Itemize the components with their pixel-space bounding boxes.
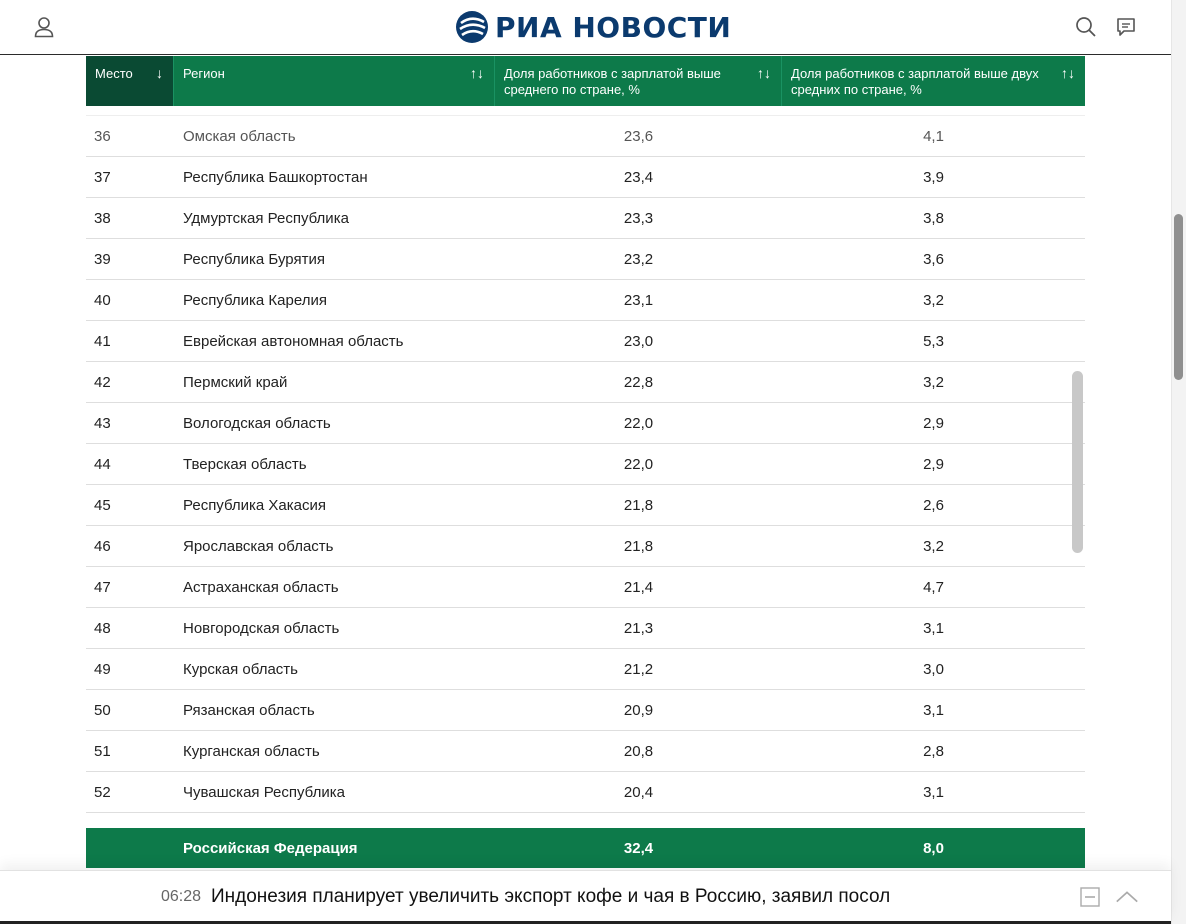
region-cell: Пермский край bbox=[183, 373, 288, 391]
table-header bbox=[86, 56, 1085, 106]
minimize-icon[interactable] bbox=[1077, 884, 1103, 910]
total-above-average: 32,4 bbox=[623, 839, 654, 857]
total-above-two-averages: 8,0 bbox=[923, 839, 944, 857]
column-header-region[interactable] bbox=[174, 56, 495, 106]
above-average-cell: 20,9 bbox=[623, 701, 654, 719]
above-average-cell: 21,8 bbox=[623, 537, 654, 555]
region-cell: Республика Бурятия bbox=[183, 250, 325, 268]
column-label: Доля работников с зарплатой выше среднего по стране, % bbox=[504, 66, 721, 97]
above-two-averages-cell: 2,9 bbox=[923, 455, 944, 473]
region-cell: Республика Хакасия bbox=[183, 496, 327, 514]
column-label: Место bbox=[95, 66, 133, 81]
table-row bbox=[86, 731, 1085, 772]
total-row bbox=[86, 828, 1085, 868]
above-two-averages-cell: 3,2 bbox=[923, 537, 944, 555]
region-cell: Республика Карелия bbox=[183, 291, 327, 309]
region-cell: Еврейская автономная область bbox=[183, 332, 404, 350]
ria-logo-mark-icon bbox=[455, 10, 489, 44]
table-row bbox=[86, 526, 1085, 567]
place-cell: 38 bbox=[94, 209, 111, 227]
table-scrollbar[interactable] bbox=[1072, 371, 1083, 553]
table-row bbox=[86, 649, 1085, 690]
place-cell: 44 bbox=[94, 455, 111, 473]
region-cell: Рязанская область bbox=[183, 701, 315, 719]
place-cell: 51 bbox=[94, 742, 111, 760]
place-cell: 36 bbox=[94, 127, 111, 145]
place-cell: 49 bbox=[94, 660, 111, 678]
above-two-averages-cell: 3,9 bbox=[923, 168, 944, 186]
above-average-cell: 22,8 bbox=[623, 373, 654, 391]
above-two-averages-cell: 3,6 bbox=[923, 250, 944, 268]
chevron-up-icon[interactable] bbox=[1114, 884, 1140, 910]
region-cell: Омская область bbox=[183, 127, 296, 145]
place-cell: 50 bbox=[94, 701, 111, 719]
table-row bbox=[86, 116, 1085, 157]
above-average-cell: 22,0 bbox=[623, 455, 654, 473]
place-cell: 41 bbox=[94, 332, 111, 350]
column-label: Регион bbox=[183, 66, 225, 81]
region-cell: Курганская область bbox=[183, 742, 320, 760]
table-row bbox=[86, 403, 1085, 444]
region-cell: Удмуртская Республика bbox=[183, 209, 349, 227]
above-two-averages-cell: 4,7 bbox=[923, 578, 944, 596]
place-cell: 37 bbox=[94, 168, 111, 186]
place-cell: 46 bbox=[94, 537, 111, 555]
table-row bbox=[86, 444, 1085, 485]
above-average-cell: 21,4 bbox=[623, 578, 654, 596]
above-average-cell: 21,8 bbox=[623, 496, 654, 514]
region-cell: Ярославская область bbox=[183, 537, 334, 555]
region-cell: Республика Башкортостан bbox=[183, 168, 368, 186]
above-two-averages-cell: 3,0 bbox=[923, 660, 944, 678]
above-average-cell: 20,8 bbox=[623, 742, 654, 760]
column-label: Доля работников с зарплатой выше двух средних по стране, % bbox=[791, 66, 1039, 97]
place-cell: 40 bbox=[94, 291, 111, 309]
place-cell: 43 bbox=[94, 414, 111, 432]
above-two-averages-cell: 4,1 bbox=[923, 127, 944, 145]
user-profile-icon[interactable] bbox=[31, 14, 57, 40]
table-row bbox=[86, 485, 1085, 526]
table-row bbox=[86, 608, 1085, 649]
place-cell: 48 bbox=[94, 619, 111, 637]
ticker-time: 06:28 bbox=[161, 888, 202, 905]
place-cell: 47 bbox=[94, 578, 111, 596]
region-cell: Курская область bbox=[183, 660, 298, 678]
above-two-averages-cell: 3,1 bbox=[923, 783, 944, 801]
column-header-place[interactable] bbox=[86, 56, 174, 106]
table-row bbox=[86, 157, 1085, 198]
table-row bbox=[86, 362, 1085, 403]
above-average-cell: 23,2 bbox=[623, 250, 654, 268]
above-two-averages-cell: 2,8 bbox=[923, 742, 944, 760]
above-two-averages-cell: 3,1 bbox=[923, 701, 944, 719]
region-cell: Чувашская Республика bbox=[183, 783, 345, 801]
above-average-cell: 22,0 bbox=[623, 414, 654, 432]
ria-logo[interactable] bbox=[455, 10, 731, 44]
above-average-cell: 21,3 bbox=[623, 619, 654, 637]
search-icon[interactable] bbox=[1073, 14, 1099, 40]
above-average-cell: 23,4 bbox=[623, 168, 654, 186]
region-cell: Вологодская область bbox=[183, 414, 331, 432]
table-row bbox=[86, 690, 1085, 731]
above-average-cell: 23,1 bbox=[623, 291, 654, 309]
site-header bbox=[0, 0, 1171, 55]
sort-descending-icon[interactable]: ↓ bbox=[156, 65, 163, 81]
table-row bbox=[86, 772, 1085, 813]
news-ticker bbox=[0, 870, 1171, 923]
above-two-averages-cell: 2,9 bbox=[923, 414, 944, 432]
table-row bbox=[86, 280, 1085, 321]
above-average-cell: 23,6 bbox=[623, 127, 654, 145]
place-cell: 39 bbox=[94, 250, 111, 268]
table-row bbox=[86, 239, 1085, 280]
table-body bbox=[86, 116, 1085, 813]
above-two-averages-cell: 3,2 bbox=[923, 291, 944, 309]
place-cell: 45 bbox=[94, 496, 111, 514]
logo-text: РИА НОВОСТИ bbox=[495, 10, 732, 44]
total-region: Российская Федерация bbox=[183, 839, 358, 857]
above-average-cell: 23,0 bbox=[623, 332, 654, 350]
column-header-above-two-averages[interactable] bbox=[782, 56, 1085, 106]
above-two-averages-cell: 3,2 bbox=[923, 373, 944, 391]
salary-table bbox=[86, 56, 1085, 870]
above-average-cell: 23,3 bbox=[623, 209, 654, 227]
above-two-averages-cell: 3,8 bbox=[923, 209, 944, 227]
above-two-averages-cell: 3,1 bbox=[923, 619, 944, 637]
column-header-above-average[interactable] bbox=[495, 56, 782, 106]
region-cell: Астраханская область bbox=[183, 578, 339, 596]
page-scrollbar-thumb[interactable] bbox=[1174, 214, 1183, 380]
above-two-averages-cell: 5,3 bbox=[923, 332, 944, 350]
region-cell: Тверская область bbox=[183, 455, 307, 473]
ticker-headline-link[interactable]: Индонезия планирует увеличить экспорт кофе и чая в Россию, заявил посол bbox=[211, 886, 891, 907]
table-row bbox=[86, 321, 1085, 362]
sort-toggle-icon[interactable]: ↑↓ bbox=[470, 65, 484, 81]
table-row bbox=[86, 567, 1085, 608]
above-average-cell: 20,4 bbox=[623, 783, 654, 801]
above-average-cell: 21,2 bbox=[623, 660, 654, 678]
chat-icon[interactable] bbox=[1113, 14, 1139, 40]
region-cell: Новгородская область bbox=[183, 619, 340, 637]
sort-toggle-icon[interactable]: ↑↓ bbox=[1061, 65, 1075, 81]
place-cell: 52 bbox=[94, 783, 111, 801]
page-scrollbar-track[interactable] bbox=[1171, 0, 1186, 924]
above-two-averages-cell: 2,6 bbox=[923, 496, 944, 514]
sort-toggle-icon[interactable]: ↑↓ bbox=[757, 65, 771, 81]
place-cell: 42 bbox=[94, 373, 111, 391]
table-row bbox=[86, 198, 1085, 239]
